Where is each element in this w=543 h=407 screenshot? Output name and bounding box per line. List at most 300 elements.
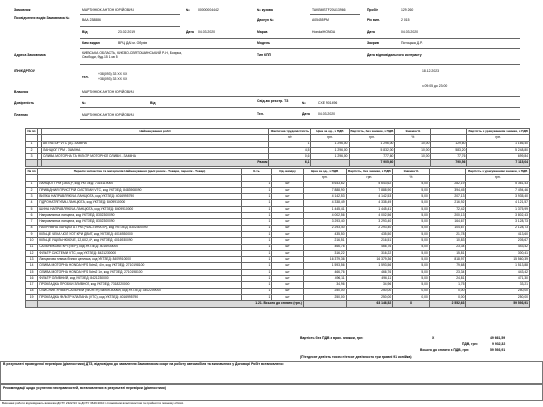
phone-label-2: Тел.	[257, 112, 264, 116]
part-discount: 5,00	[393, 244, 430, 250]
part-price: 4 142,53	[303, 194, 346, 200]
part-price: 1 445,41	[303, 206, 346, 212]
parts-col-name: Перелік запчастин та матеріалів Найменування (далі разом - Товари, перелік - Товар)	[38, 169, 242, 175]
divider	[80, 107, 520, 108]
works-sub-3: н/г	[269, 135, 311, 141]
part-discount: 5,00	[393, 231, 430, 237]
closed-by-label: Закрив	[367, 41, 379, 45]
part-qty: 1	[241, 225, 272, 231]
phone-label: тел.	[82, 75, 89, 79]
part-number: 5	[26, 206, 38, 212]
part-discount: 5,00	[393, 206, 430, 212]
part-discount: 5,00	[393, 263, 430, 269]
findings-box	[0, 361, 543, 385]
works-col-price: Ціна за од., з ПДВ	[311, 129, 349, 135]
work-discount-sum: 583,20	[431, 147, 467, 153]
part-unit: шт	[272, 263, 304, 269]
address-value: КИЇВСЬКА ОБЛАСТЬ, КИЄВО-СВЯТОШИНСЬКИЙ Р-Н, Боярка, Свободи, буд.15 1 кв 5	[82, 51, 182, 59]
work-final: 1 166,40	[467, 141, 530, 147]
part-discount: 5,00	[393, 200, 430, 206]
part-number: 15	[26, 269, 38, 275]
work-number: 2	[26, 147, 38, 153]
part-name: ФІЛЬТР СИСТЕМИ VTC, код УКТЗЕД: 8421230000	[38, 250, 242, 256]
works-total-discount-sum: 790,56	[431, 160, 467, 166]
part-total: 466,76	[346, 269, 393, 275]
part-discount: 5,00	[393, 194, 430, 200]
part-final: 250,00	[466, 288, 530, 294]
part-price: 2 293,40	[303, 225, 346, 231]
closed-by-value: Потоцька Д.Р.	[401, 41, 423, 45]
part-qty: 1	[241, 276, 272, 282]
part-name: ЛАНЦЮГ ГРМ (160L)*, код УКТЗЕД: 7315119000	[38, 181, 242, 187]
divider	[80, 96, 520, 97]
part-discount-sum: 72,42	[429, 206, 466, 212]
work-number: 3	[26, 154, 38, 160]
part-price: 4 002,56	[303, 213, 346, 219]
part-final: 3 935,40	[466, 194, 530, 200]
part-final: 4 121,57	[466, 200, 530, 206]
close-date-label: Дата	[367, 30, 375, 34]
work-total: 1 296,00	[349, 141, 395, 147]
part-qty: 1	[241, 181, 272, 187]
part-number: 1	[26, 181, 38, 187]
part-qty: 1	[241, 238, 272, 244]
part-number: 8	[26, 225, 38, 231]
part-number: 18	[26, 288, 38, 294]
work-number: 1	[26, 141, 38, 147]
work-final: 699,84	[467, 154, 530, 160]
part-name: ГІДРОНАТЯГУВАЧ ЛАНЦЮГА, код УКТЗЕД: 8409910000	[38, 200, 242, 206]
part-qty: 1	[241, 206, 272, 212]
part-number: 13	[26, 257, 38, 263]
divider	[310, 14, 360, 15]
date-label: Дата	[186, 30, 194, 34]
part-number: 4	[26, 200, 38, 206]
address-label: Адреса Замовника	[14, 53, 46, 57]
part-unit: шт	[272, 213, 304, 219]
part-total: 7 888,90	[346, 187, 393, 193]
license-label: Посвідчення водія Замовника №	[14, 16, 70, 20]
works-col-total: Вартість, без знижки, з ПДВ	[350, 128, 394, 133]
part-number: 19	[26, 294, 38, 300]
divider	[80, 119, 520, 120]
part-final: 7 494,46	[466, 187, 530, 193]
part-qty: 1	[241, 263, 272, 269]
work-total: 777,60	[349, 154, 395, 160]
vin-value: TAKBMSTF20U13966	[312, 8, 346, 12]
part-price: 34,96	[303, 282, 346, 288]
works-total-cell	[26, 160, 38, 166]
part-number: 10	[26, 238, 38, 244]
part-number: 11	[26, 244, 38, 250]
work-discount-sum: 129,60	[431, 141, 467, 147]
part-qty: 1	[241, 187, 272, 193]
works-total-label: Разом	[42, 160, 269, 166]
part-qty: 1	[241, 269, 272, 275]
part-discount-sum: 23,34	[429, 269, 466, 275]
part-number: 2	[26, 187, 38, 193]
part-discount: 5,00	[393, 219, 430, 225]
engine-value: A05455PM	[312, 18, 329, 22]
make-label: Марка	[257, 30, 268, 34]
amount-in-words: (П'ятдесят дев'ять тисяч п'ятсот дев'яносто три гривні 91 копійка)	[300, 355, 412, 359]
part-number: 14	[26, 263, 38, 269]
part-discount-sum: 216,92	[429, 200, 466, 206]
part-unit: шт	[272, 238, 304, 244]
payer-date-value: 04.03.2020	[318, 112, 335, 116]
part-total: 5 643,62	[346, 181, 393, 187]
parts-total-discount-sum: 2 552,63	[429, 301, 466, 307]
part-discount: 5,00	[393, 181, 430, 187]
part-number: 9	[26, 231, 38, 237]
parts-total-label: 1.21. Всього до сплати (грн.)	[38, 301, 304, 307]
part-unit: шт	[272, 187, 304, 193]
part-final: 471,30	[466, 276, 530, 282]
part-total: 3 293,40	[346, 219, 393, 225]
part-total: 16 379,36	[346, 257, 393, 263]
order-number-value: 00000004442	[198, 8, 219, 12]
works-sub-6: %	[395, 135, 431, 141]
year-label: Рік вип.	[367, 18, 381, 22]
part-qty: 1	[241, 288, 272, 294]
part-price: 16 379,36	[303, 257, 346, 263]
works-col-number: № пп	[27, 128, 36, 133]
works-total-cell	[395, 160, 431, 166]
part-name: НАПРЯМНА ЛАНЦЮГА ГРМ (*ЧАСТИНА В*), код УКТЗЕД: 8302300090	[38, 225, 242, 231]
part-total: 1 445,41	[346, 206, 393, 212]
part-discount-sum: 0,00	[429, 288, 466, 294]
divider	[80, 64, 520, 65]
part-total: 1 593,56	[346, 263, 393, 269]
parts-total-discount: Х	[393, 301, 430, 307]
phone-2: +38(093) 33 XX XX	[98, 77, 128, 81]
part-name: Направляюча ланцюга, код УКТЗЕД: 8302300090	[38, 219, 242, 225]
order-number-label: №	[186, 8, 190, 12]
findings-text: В результаті проведеної перевірки (діагностики) ДТЗ, відповідно до заявлення Замовником скарг на роботу автомобіля та визначених у Договорі Робіт встановлено:	[3, 362, 284, 366]
part-discount-sum: 164,67	[429, 219, 466, 225]
work-final: 5 248,80	[467, 147, 530, 153]
part-name: Направляюча ланцюга, код УКТЗЕД: 8302300090	[38, 213, 242, 219]
work-total: 5 832,00	[349, 147, 395, 153]
part-price: 250,00	[303, 294, 346, 300]
works-sub-4: грн.	[311, 135, 349, 141]
part-unit: шт	[272, 206, 304, 212]
works-col-hours: Фактична трудомісткість	[270, 128, 310, 133]
part-final: 443,42	[466, 244, 530, 250]
part-name: ОЛИВА МОТОРНА HONDA HFS 5dm2 1л, код УКТЗЕД: 2710198100	[38, 269, 242, 275]
part-total: 4 142,53	[346, 194, 393, 200]
part-discount: 5,00	[393, 282, 430, 288]
part-unit: шт	[272, 282, 304, 288]
payer-value: МАРТИНЮК АНТОН ЮРІЙОВИЧ	[82, 113, 134, 117]
work-name: АКТУАТОР VTC (А)- ЗАМІНА	[42, 141, 269, 147]
work-discount: 10,00	[395, 141, 431, 147]
part-discount-sum: 21,78	[429, 231, 466, 237]
part-unit: шт	[272, 257, 304, 263]
part-unit: шт	[272, 269, 304, 275]
works-table	[25, 128, 530, 167]
part-price: 466,76	[303, 244, 346, 250]
works-sub-5: грн.	[349, 135, 395, 141]
grand-total-label: Всього до сплати з ПДВ, грн:	[420, 348, 470, 352]
tax-id-label: ІПН/ЄДРПОУ	[14, 69, 35, 73]
date-value: 04.03.2020	[198, 30, 215, 34]
part-final: 5 361,43	[466, 181, 530, 187]
part-qty: 1	[241, 294, 272, 300]
part-number: 3	[26, 194, 38, 200]
mileage-label: Пробіг	[367, 8, 379, 12]
part-price: 496,11	[303, 276, 346, 282]
part-name: САЛЬНИКОВЕ КРІ (ПЕР), код УКТЗЕД: 4016930000	[38, 244, 242, 250]
phone-1: +38(093) 33 XX XX	[98, 72, 128, 76]
part-discount: 5,00	[393, 213, 430, 219]
parts-col-price: Ціна за од., з ПДВ	[303, 169, 346, 175]
part-discount-sum: 15,81	[429, 250, 466, 256]
registration-number-label: №	[302, 101, 306, 105]
part-name: ФІЛЬТР ОЛИВНИЙ, код УКТЗЕД: 8421230000	[38, 276, 242, 282]
make-value: Honda/HONDA	[312, 30, 336, 34]
part-qty: 1	[241, 244, 272, 250]
part-name: ВИЛКА НАПРАВЛЯЮЧА ЛАНЦЮГА, код УКТЗЕД: 4016995790	[38, 194, 242, 200]
vat-label: ПДВ, грн:	[462, 342, 478, 346]
part-price: 466,76	[303, 269, 346, 275]
divider	[80, 26, 180, 27]
part-price: 435,50	[303, 231, 346, 237]
work-price: 1 296,00	[311, 147, 349, 153]
parts-sub-5: грн.	[346, 175, 393, 181]
part-unit: шт	[272, 219, 304, 225]
parts-sub-4: грн.	[303, 175, 346, 181]
part-unit: шт	[272, 250, 304, 256]
no-vat-marker: Х	[432, 336, 435, 340]
part-final: 3 802,43	[466, 213, 530, 219]
work-discount-sum: 77,76	[431, 154, 467, 160]
parts-col-discount: Знижка %	[393, 169, 430, 175]
divider	[80, 48, 520, 49]
part-final: 443,42	[466, 269, 530, 275]
issued-value: 23.02.2019	[118, 30, 135, 34]
part-total: 2 293,40	[346, 225, 393, 231]
part-price: 4 338,49	[303, 200, 346, 206]
recommendations-box	[0, 383, 543, 401]
part-discount-sum: 10,83	[429, 238, 466, 244]
part-final: 300,41	[466, 250, 530, 256]
parts-total-final: 59 593,91	[466, 301, 530, 307]
payer-label: Платник	[14, 113, 28, 117]
part-discount: 0,00	[393, 288, 430, 294]
part-price: 7 888,90	[303, 187, 346, 193]
work-name: ЛАНЦЮГ ГРМ - ЗАМІНА	[42, 147, 269, 153]
issued-by-value: ВРЦ ДАІ м. Обухів	[118, 41, 148, 45]
parts-total-price: 63 146,52	[346, 301, 393, 307]
parts-table	[25, 168, 530, 308]
works-total-cell	[311, 160, 349, 166]
model-label: Модель	[257, 41, 271, 45]
part-qty: 1	[241, 219, 272, 225]
part-unit: шт	[272, 181, 304, 187]
part-qty: 1	[241, 257, 272, 263]
vat-value: 9 932,32	[492, 342, 506, 346]
no-vat-value: 49 661,59	[490, 336, 506, 340]
part-final: 1 375,99	[466, 206, 530, 212]
part-unit: шт	[272, 231, 304, 237]
part-discount: 0,00	[393, 294, 430, 300]
parts-sub-8: грн.	[466, 175, 530, 181]
issued-by-label: Ким видан	[82, 41, 100, 45]
part-name: КІЛЬЦЕ ЧЕКА ЧОЛ УОТ КРИ ДВИГ, код УКТЗЕД: 4016930000	[38, 231, 242, 237]
part-qty: 1	[241, 231, 272, 237]
part-total: 316,22	[346, 250, 393, 256]
part-number: 6	[26, 213, 38, 219]
part-total: 216,51	[346, 238, 393, 244]
part-total: 4 338,49	[346, 200, 393, 206]
part-name: ПРОКЛАДКА ПРОБКИ ЗЛИВНОЇ, код УКТЗЕД: 7318220000	[38, 282, 242, 288]
part-total: 4 002,56	[346, 213, 393, 219]
part-price: 316,22	[303, 250, 346, 256]
part-discount-sum: 79,68	[429, 263, 466, 269]
part-total: 466,76	[346, 244, 393, 250]
part-discount: 5,00	[393, 269, 430, 275]
part-price: 216,51	[303, 238, 346, 244]
part-discount-sum: 104,67	[429, 225, 466, 231]
parts-body	[26, 181, 530, 301]
customer-value: МАРТИНЮК АНТОН ЮРІЙОВИЧ	[82, 8, 134, 12]
work-hours: 1	[269, 141, 311, 147]
part-final: 2 128,73	[466, 225, 530, 231]
registration-value: CXE 901496	[318, 101, 338, 105]
part-total: 435,50	[346, 231, 393, 237]
part-discount: 5,00	[393, 238, 430, 244]
part-final: 413,60	[466, 231, 530, 237]
part-name: ПРОКЛАДКА ФІЛЬТР КЛАПАНА (VTC), код УКТЗЕД: 4016995790	[38, 294, 242, 300]
works-total-final: 7 115,04	[467, 160, 530, 166]
part-name: ПРИВІДНИЙ ПРИСТРІЙ СИСТЕМИ VTC, код УКТЗЕД: 8483908090	[38, 187, 242, 193]
close-date-value: 04.03.2020	[401, 30, 418, 34]
work-price: 1 296,00	[311, 154, 349, 160]
parts-col-total: Вартість, без знижки, з ПДВ	[348, 168, 391, 173]
part-unit: шт	[272, 194, 304, 200]
part-unit: шт	[272, 294, 304, 300]
owner-value: МАРТИНЮК АНТОН ЮРІЙОВИЧ	[82, 90, 134, 94]
part-discount: 5,00	[393, 257, 430, 263]
no-vat-label: Вартість без ПДВ з врах. знижки, грн:	[300, 336, 364, 340]
part-discount-sum: 24,81	[429, 276, 466, 282]
part-qty: 1	[241, 194, 272, 200]
grand-total-value: 59 593,91	[490, 348, 506, 352]
part-name: КІЛЬЦЕ УЩІЛЬНЮЮЧЕ, 12,6Х2,4*, код УКТЗЕД: 4016930090	[38, 238, 242, 244]
part-qty: 1	[241, 213, 272, 219]
gearbox-label: Тип КПП	[257, 53, 271, 57]
part-qty: 1	[241, 250, 272, 256]
part-unit: шт	[272, 244, 304, 250]
works-col-name: Найменування робіт	[42, 129, 269, 135]
works-total-hours: 6,1	[269, 160, 311, 166]
part-discount-sum: 818,97	[429, 257, 466, 263]
works-col-discount: Знижка %	[395, 129, 431, 135]
part-number: 16	[26, 276, 38, 282]
customer-label: Замовник	[14, 8, 31, 12]
payer-date-label: Дата	[302, 112, 310, 116]
works-total-row	[26, 160, 530, 166]
part-name: ШИНА НАПРАВЛЯЮЧА ЛАНЦЮГА, код УКТЗЕД: 8409910000	[38, 206, 242, 212]
part-final: 250,00	[466, 294, 530, 300]
work-price: 1 296,00	[311, 141, 349, 147]
engine-label: Двигун №	[257, 18, 274, 22]
parts-col-final: Вартість з урахуванням знижки, з ПДВ	[466, 169, 530, 175]
parts-col-number: № пп	[26, 169, 38, 175]
part-price: 250,00	[303, 288, 346, 294]
part-discount-sum: 282,19	[429, 181, 466, 187]
works-col-final: Вартість з урахуванням знижки, з ПДВ	[468, 128, 528, 133]
license-value: ВАА 238886	[82, 18, 101, 22]
work-hours: 4,5	[269, 147, 311, 153]
part-unit: шт	[272, 288, 304, 294]
part-final: 1 513,88	[466, 263, 530, 269]
parts-total-cell	[303, 301, 346, 307]
part-name: ОЛИВА МОТОРНА HONDA HFS 5dm2, 4/л, код УКТЗЕД: 2710198100	[38, 263, 242, 269]
trust-label: Довіреність	[14, 101, 35, 105]
part-total: 250,00	[346, 294, 393, 300]
part-number: 12	[26, 250, 38, 256]
part-total: 34,96	[346, 282, 393, 288]
time-note: з 09:05 до 23:00	[422, 84, 448, 88]
part-discount-sum: 0,00	[429, 294, 466, 300]
work-discount: 10,00	[395, 147, 431, 153]
part-final: 33,21	[466, 282, 530, 288]
part-discount-sum: 1,75	[429, 282, 466, 288]
part-discount: 5,00	[393, 225, 430, 231]
part-discount: 5,00	[393, 187, 430, 193]
part-discount: 5,00	[393, 276, 430, 282]
work-hours: 0,6	[269, 154, 311, 160]
part-total: 250,00	[346, 288, 393, 294]
part-unit: шт	[272, 225, 304, 231]
works-sub-8: грн.	[467, 135, 530, 141]
part-name: Ланцюгова пляма бічних цепляка, код УКТЗЕД: 8409910000	[38, 257, 242, 263]
part-discount: 5,00	[393, 250, 430, 256]
part-final: 3 128,73	[466, 219, 530, 225]
part-name: ОЧИСНИК УНІВЕРСАЛЬНИЙ (WURTH) балон-500мл, код УКТЗЕД: 3402209000	[38, 288, 242, 294]
year-value: 2 015	[401, 18, 410, 22]
part-discount-sum: 23,34	[429, 244, 466, 250]
part-qty: 1	[241, 200, 272, 206]
part-discount-sum: 207,13	[429, 194, 466, 200]
divider	[80, 38, 520, 39]
part-price: 1 593,56	[303, 263, 346, 269]
parts-col-unit: Од. виміру	[272, 169, 304, 175]
owner-label: Власник	[14, 90, 29, 94]
part-number: 17	[26, 282, 38, 288]
part-unit: шт	[272, 276, 304, 282]
works-total-price: 7 905,60	[349, 160, 395, 166]
divider	[80, 14, 180, 15]
part-final: 15 560,39	[466, 257, 530, 263]
part-discount-sum: 200,13	[429, 213, 466, 219]
contract-label: Дата відповідального контракту	[367, 53, 422, 57]
part-number: 7	[26, 219, 38, 225]
part-qty: 1	[241, 282, 272, 288]
trust-issued-label: Від	[150, 101, 156, 105]
part-discount-sum: 394,45	[429, 187, 466, 193]
work-discount: 10,00	[395, 154, 431, 160]
part-total: 496,11	[346, 276, 393, 282]
part-price: 3 293,40	[303, 219, 346, 225]
part-unit: шт	[272, 200, 304, 206]
parts-total-cell	[26, 301, 38, 307]
vin-label: № кузова	[257, 8, 273, 12]
contract-date: 18.12.2023	[422, 69, 439, 73]
issued-label: Від	[82, 30, 88, 34]
